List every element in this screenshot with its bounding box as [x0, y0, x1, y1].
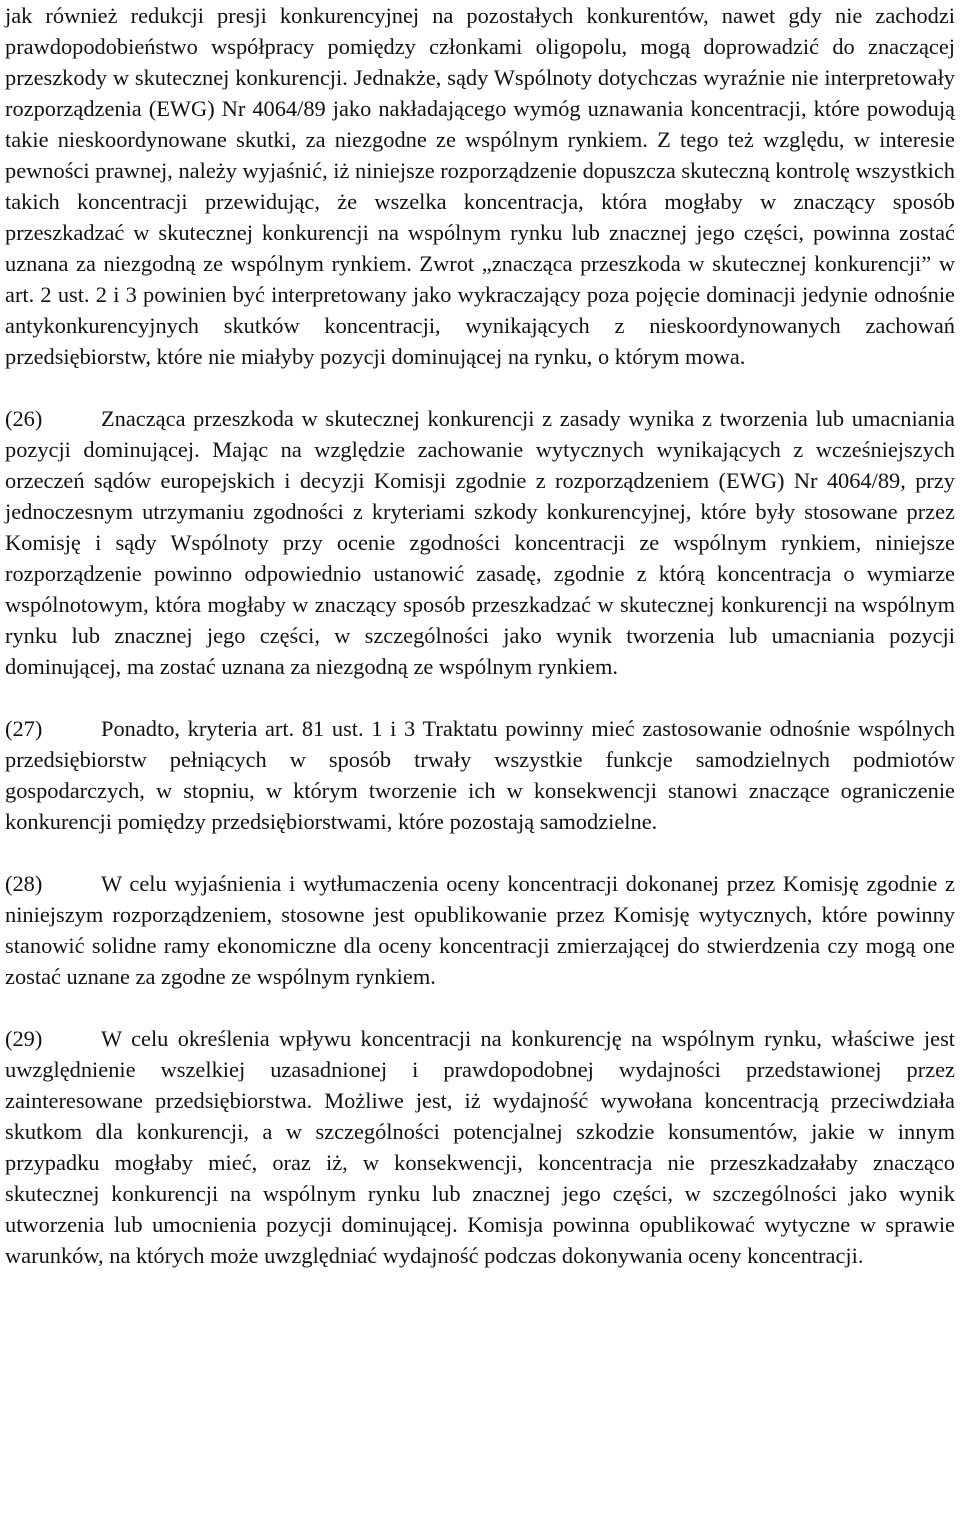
recital-number: (27) [5, 716, 43, 741]
recital-26 [5, 403, 955, 682]
recital-number: (26) [5, 406, 43, 431]
recital-number: (29) [5, 1026, 43, 1051]
paragraph-text: W celu określenia wpływu koncentracji na konkurencję na wspólnym rynku, właściwe jest uwzględnienie wszelkiej uzasadnionej i prawdopodobnej wydajności przedstawionej przez zainteresowane przedsiębiorstwa. Możliwe jest, iż wydajność wywołana koncentracją przeciwdziała skutkom dla konkurencji, a w szczególności potencjalnej szkodzie konsumentów, jakie w innym przypadku mogłaby mieć, oraz iż, w konsekwencji, koncentracja nie przeszkadzałaby znacząco skutecznej konkurencji na wspólnym rynku lub znacznej jego części, w szczególności jako wynik utworzenia lub umocnienia pozycji dominującej. Komisja powinna opublikować wytyczne w sprawie warunków, na których może uwzględniać wydajność podczas dokonywania oceny koncentracji. [5, 1026, 955, 1268]
paragraph-text: Znacząca przeszkoda w skutecznej konkurencji z zasady wynika z tworzenia lub umacniania pozycji dominującej. Mając na względzie zachowanie wytycznych wynikających z wcześniejszych orzeczeń sądów europejskich i decyzji Komisji zgodnie z rozporządzeniem (EWG) Nr 4064/89, przy jednoczesnym utrzymaniu zgodności z kryteriami szkody konkurencyjnej, które były stosowane przez Komisję i sądy Wspólnoty przy ocenie zgodności koncentracji ze wspólnym rynkiem, niniejsze rozporządzenie powinno odpowiednio ustanowić zasadę, zgodnie z którą koncentracja o wymiarze wspólnotowym, która mogłaby w znaczący sposób przeszkadzać w skutecznej konkurencji na wspólnym rynku lub znacznej jego części, w szczególności jako wynik tworzenia lub umacniania pozycji dominującej, ma zostać uznana za niezgodną ze wspólnym rynkiem. [5, 406, 955, 679]
recital-29 [5, 1023, 955, 1271]
paragraph-text: jak również redukcji presji konkurencyjnej na pozostałych konkurentów, nawet gdy nie zachodzi prawdopodobieństwo współpracy pomiędzy członkami oligopolu, mogą doprowadzić do znaczącej przeszkody w skutecznej konkurencji. Jednakże, sądy Wspólnoty dotychczas wyraźnie nie interpretowały rozporządzenia (EWG) Nr 4064/89 jako nakładającego wymóg uznawania koncentracji, które powodują takie nieskoordynowane skutki, za niezgodne ze wspólnym rynkiem. Z tego też względu, w interesie pewności prawnej, należy wyjaśnić, iż niniejsze rozporządzenie dopuszcza skuteczną kontrolę wszystkich takich koncentracji przewidując, że wszelka koncentracja, która mogłaby w znaczący sposób przeszkadzać w skutecznej konkurencji na wspólnym rynku lub znacznej jego części, powinna zostać uznana za niezgodną ze wspólnym rynkiem. Zwrot „znacząca przeszkoda w skutecznej konkurencji” w art. 2 ust. 2 i 3 powinien być interpretowany jako wykraczający poza pojęcie dominacji jedynie odnośnie antykonkurencyjnych skutków koncentracji, wynikających z nieskoordynowanych zachowań przedsiębiorstw, które nie miałyby pozycji dominującej na rynku, o którym mowa. [5, 3, 955, 369]
paragraph-text: W celu wyjaśnienia i wytłumaczenia oceny koncentracji dokonanej przez Komisję zgodnie z niniejszym rozporządzeniem, stosowne jest opublikowanie przez Komisję wytycznych, które powinny stanowić solidne ramy ekonomiczne dla oceny koncentracji zmierzającej do stwierdzenia czy mogą one zostać uznane za zgodne ze wspólnym rynkiem. [5, 871, 955, 989]
paragraph-continuation [5, 0, 955, 372]
recital-number: (28) [5, 871, 43, 896]
recital-27 [5, 713, 955, 837]
paragraph-text: Ponadto, kryteria art. 81 ust. 1 i 3 Traktatu powinny mieć zastosowanie odnośnie wspólnych przedsiębiorstw pełniących w sposób trwały wszystkie funkcje samodzielnych podmiotów gospodarczych, w stopniu, w którym tworzenie ich w konsekwencji stanowi znaczące ograniczenie konkurencji pomiędzy przedsiębiorstwami, które pozostają samodzielne. [5, 716, 955, 834]
recital-28 [5, 868, 955, 992]
